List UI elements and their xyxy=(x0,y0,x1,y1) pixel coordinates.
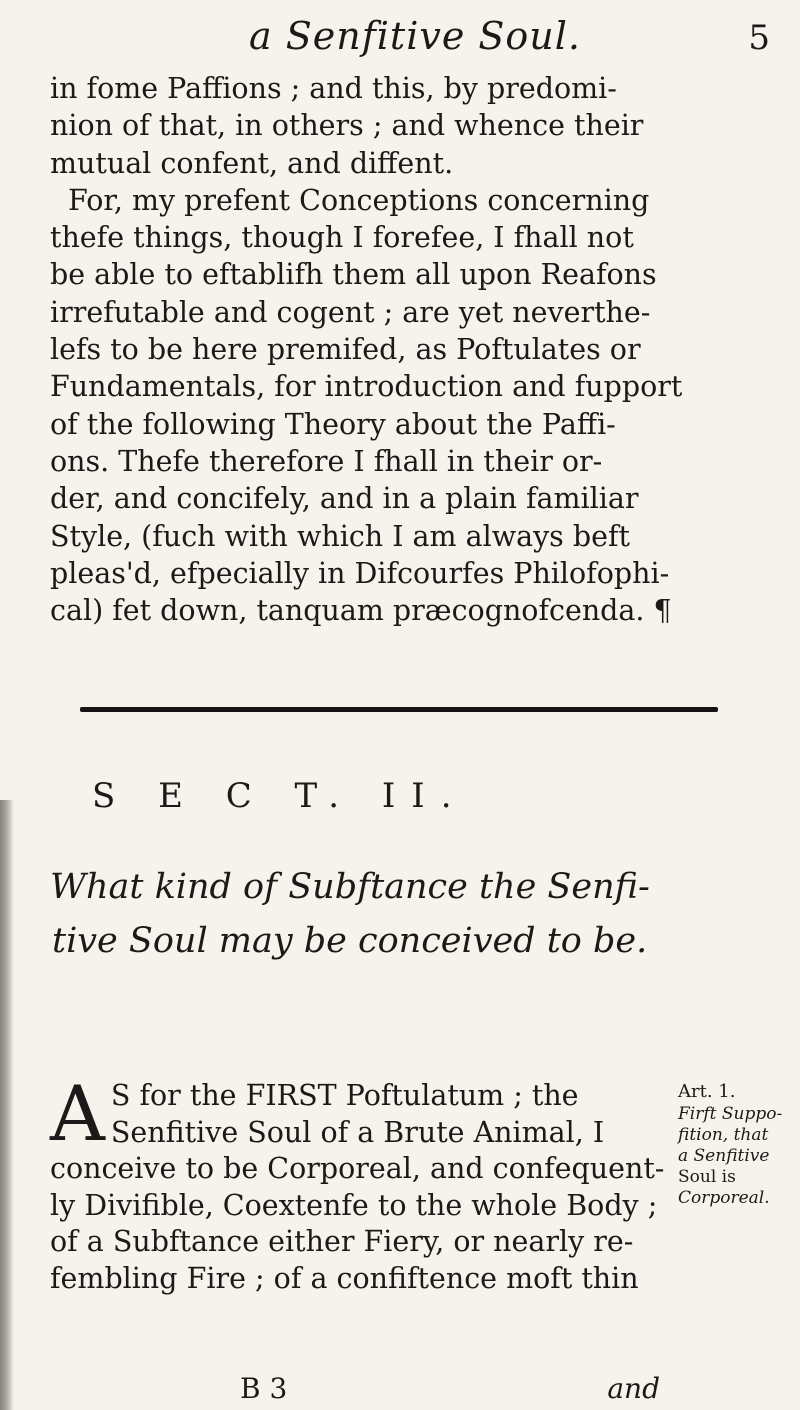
text-line: thefe things, though I forefee, I fhall not xyxy=(50,221,634,255)
signature-mark: B 3 xyxy=(240,1372,288,1405)
text-line: of a Subftance either Fiery, or nearly re- xyxy=(50,1225,634,1258)
text-line: Style, (fuch with which I am always beft xyxy=(50,519,630,553)
text-line: mutual confent, and diffent. xyxy=(50,146,454,180)
text-line: irrefutable and cogent ; are yet neverthe- xyxy=(50,295,651,329)
section-title xyxy=(50,860,770,968)
margin-note-line: Soul is xyxy=(678,1167,736,1187)
page-number: 5 xyxy=(748,18,770,58)
margin-note-line: Corporeal. xyxy=(678,1188,770,1208)
text-line: Fundamentals, for introduction and fupport xyxy=(50,370,683,404)
binding-shadow xyxy=(0,800,14,1410)
margin-note-article: Art. 1. xyxy=(678,1081,736,1102)
section-rule xyxy=(80,707,718,712)
article-text xyxy=(50,1069,665,1297)
margin-note-line: Firft Suppo- xyxy=(678,1104,783,1124)
margin-note-line: a Senfitive xyxy=(678,1146,770,1166)
margin-note xyxy=(678,1081,798,1209)
text-line: For, my prefent Conceptions concerning xyxy=(68,183,650,217)
section-label: S E C T. II. xyxy=(92,776,468,816)
text-line: Senfitive Soul of a Brute Animal, I xyxy=(110,1115,605,1149)
text-line: of the following Theory about the Paffi- xyxy=(50,407,616,441)
text-line: ly Divifible, Coextenfe to the whole Body ; xyxy=(50,1188,658,1222)
text-line: S for the FIRST Poftulatum ; the xyxy=(110,1079,579,1112)
running-head: a Senfitive Soul. xyxy=(248,14,582,58)
text-line: cal) fet down, tanquam præcognofcenda. ¶ xyxy=(50,594,672,628)
section-title-line: What kind of Subftance the Senfi- xyxy=(50,867,650,907)
catchword: and xyxy=(607,1372,660,1405)
section-title-line: tive Soul may be conceived to be. xyxy=(52,921,648,961)
text-line-content: in fome Paffions ; and this, by predomi- xyxy=(50,72,617,105)
text-line xyxy=(50,70,770,107)
text-line: ons. Thefe therefore I fhall in their or- xyxy=(50,444,603,478)
text-line: be able to eftablifh them all upon Reafons xyxy=(50,258,657,292)
drop-cap: A xyxy=(50,1069,105,1158)
text-line: lefs to be here premifed, as Poftulates or xyxy=(50,333,641,367)
page-footer xyxy=(50,1372,660,1408)
text-line: der, and concifely, and in a plain familiar xyxy=(50,482,639,516)
text-line: fembling Fire ; of a confiftence moft thin xyxy=(50,1261,639,1295)
text-line: nion of that, in others ; and whence their xyxy=(50,109,644,143)
margin-note-line: fition, that xyxy=(678,1125,769,1145)
text-line: conceive to be Corporeal, and confequent- xyxy=(50,1152,665,1185)
body-text xyxy=(50,70,770,629)
page-header xyxy=(60,6,770,66)
text-line: pleas'd, efpecially in Difcourfes Philofophi- xyxy=(50,556,670,590)
